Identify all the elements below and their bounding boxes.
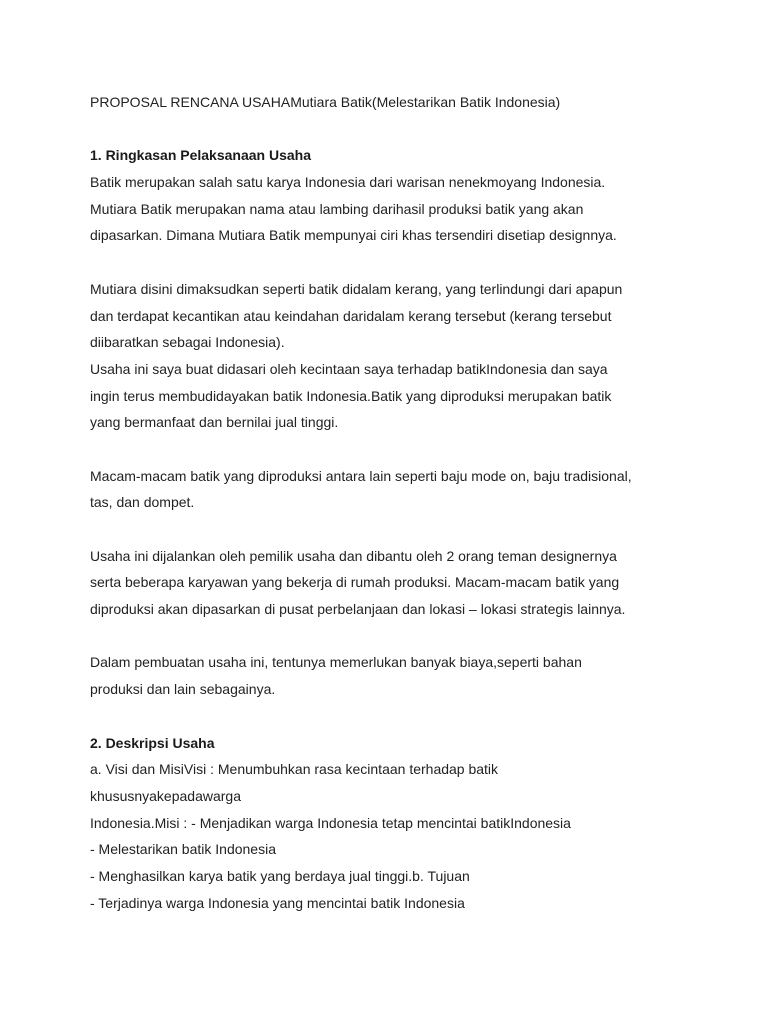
list-item: - Melestarikan batik Indonesia	[90, 841, 276, 858]
list-item: - Terjadinya warga Indonesia yang mencintai batik Indonesia	[90, 894, 465, 911]
paragraph-visi-misi	[90, 756, 690, 916]
text-line: Mutiara disini dimaksudkan seperti batik didalam kerang, yang terlindungi dari apapun	[90, 280, 623, 297]
text-line: Batik merupakan salah satu karya Indonesia dari warisan nenekmoyang Indonesia.	[90, 174, 606, 191]
spacer	[90, 249, 690, 276]
section-heading-deskripsi: 2. Deskripsi Usaha	[90, 734, 215, 751]
text-line: Usaha ini dijalankan oleh pemilik usaha dan dibantu oleh 2 orang teman designernya	[90, 547, 617, 564]
text-line: dan terdapat kecantikan atau keindahan daridalam kerang tersebut (kerang tersebut	[90, 307, 612, 324]
text-line: serta beberapa karyawan yang bekerja di rumah produksi. Macam-macam batik yang	[90, 574, 620, 591]
text-line: yang bermanfaat dan bernilai jual tinggi.	[90, 414, 339, 431]
document-body	[90, 89, 690, 916]
paragraph-operations	[90, 543, 690, 623]
text-line: diibaratkan sebagai Indonesia).	[90, 334, 285, 351]
paragraph-products	[90, 463, 690, 516]
section-heading-ringkasan: 1. Ringkasan Pelaksanaan Usaha	[90, 147, 311, 164]
spacer	[90, 623, 690, 650]
text-line: Mutiara Batik merupakan nama atau lambing darihasil produksi batik yang akan	[90, 200, 584, 217]
document-title: PROPOSAL RENCANA USAHAMutiara Batik(Melestarikan Batik Indonesia)	[90, 94, 561, 110]
text-line: diproduksi akan dipasarkan di pusat perbelanjaan dan lokasi – lokasi strategis lainnya.	[90, 601, 626, 618]
paragraph-mutiara	[90, 276, 690, 436]
spacer	[90, 436, 690, 463]
text-line: Usaha ini saya buat didasari oleh kecintaan saya terhadap batikIndonesia dan saya	[90, 360, 608, 377]
list-item: - Menghasilkan karya batik yang berdaya jual tinggi.b. Tujuan	[90, 867, 470, 884]
text-line: Indonesia.Misi : - Menjadikan warga Indonesia tetap mencintai batikIndonesia	[90, 814, 571, 831]
spacer	[90, 703, 690, 730]
text-line: ingin terus membudidayakan batik Indonesia.Batik yang diproduksi merupakan batik	[90, 387, 612, 404]
text-line: Macam-macam batik yang diproduksi antara lain seperti baju mode on, baju tradisional,	[90, 467, 632, 484]
text-line: produksi dan lain sebagainya.	[90, 681, 276, 698]
spacer	[90, 116, 690, 143]
text-line: a. Visi dan MisiVisi : Menumbuhkan rasa kecintaan terhadap batik	[90, 761, 499, 778]
paragraph-costs	[90, 649, 690, 702]
paragraph-batik-intro	[90, 169, 690, 249]
text-line: tas, dan dompet.	[90, 494, 195, 511]
text-line: Dalam pembuatan usaha ini, tentunya memerlukan banyak biaya,seperti bahan	[90, 654, 582, 671]
text-line: dipasarkan. Dimana Mutiara Batik mempunyai ciri khas tersendiri disetiap designnya.	[90, 227, 617, 244]
spacer	[90, 516, 690, 543]
text-line: khususnyakepadawarga	[90, 787, 241, 804]
